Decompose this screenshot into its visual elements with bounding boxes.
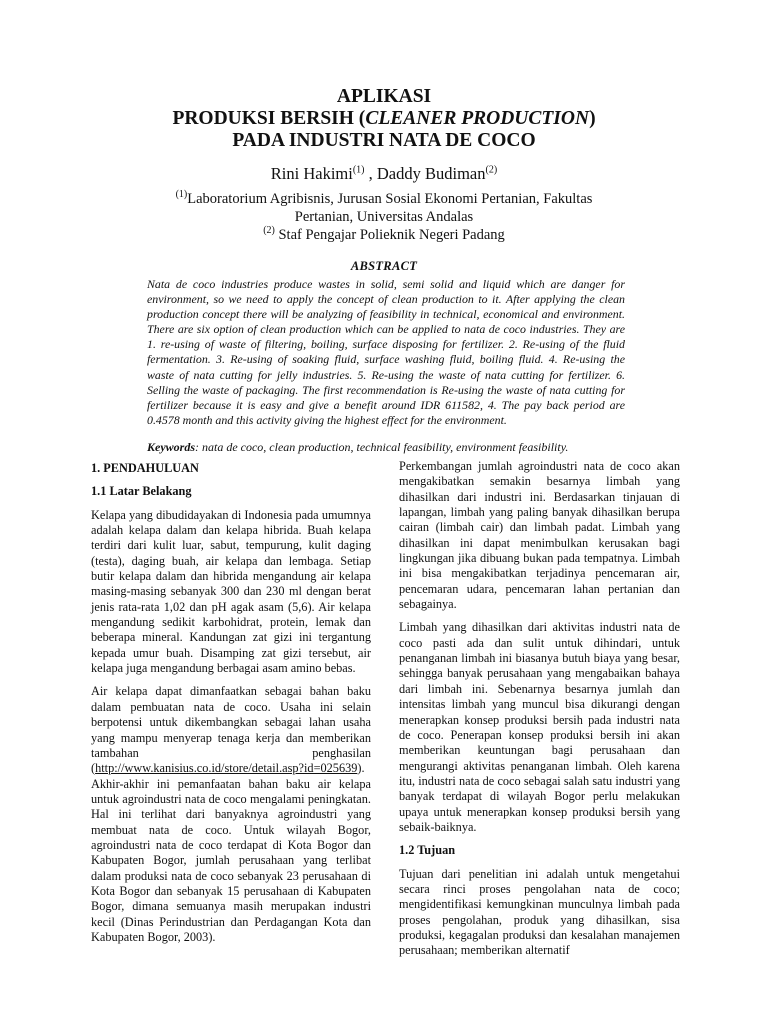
affiliation-1: $^{(1)}$Laboratorium Agribisnis, Jurusan Sosial Ekonomi Pertanian, Fakultas (175, 189, 593, 207)
title-block (0, 86, 768, 244)
paragraph: Tujuan dari penelitian ini adalah untuk mengetahui secara rinci proses pengolahan nata de coco; mengidentifikasi kemungkinan munculnya limbah pada proses pengolahan, produk yang dihasilkan, sisa produksi, kegagalan produksi dan kesalahan manajemen perusahaan; memberikan alternatif (399, 866, 680, 958)
paragraph: Perkembangan jumlah agroindustri nata de coco akan mengakibatkan semakin besarnya limbah yang dihasilkan dari industri ini. Berdasarkan tinjauan di lapangan, limbah yang paling banyak dihasilkan berupa cairan (limbah cair) dan limbah padat. Limbah yang dihasilkan ini dapat menimbulkan kerusakan bagi lingkungan jika dibuang bukan pada tempatnya. Limbah ini bisa mengakibatkan terjadinya pencemaran air, pencemaran udara, pencemaran lahan pertanian dan sebagainya. (399, 459, 680, 612)
title-line-1: APLIKASI (336, 86, 432, 107)
author-separator: , (364, 164, 377, 183)
subsection-heading-latar-belakang: 1.1 Latar Belakang (91, 484, 192, 499)
right-column (399, 459, 680, 967)
subsection-heading-tujuan: 1.2 Tujuan (399, 843, 456, 858)
section-heading-pendahuluan: 1. PENDAHULUAN (91, 461, 199, 475)
affiliation-1-cont: Pertanian, Universitas Andalas (294, 209, 474, 225)
abstract-body: Nata de coco industries produce wastes in solid, semi solid and liquid which are danger for environment, so we need to apply the concept of clean production to it. After applying the clean production concept there will be analyzing of feasibility in technical, economical and environment. There are six option of clean production which can be applied to nata de coco industries. They are 1. re-using of waste of filtering, boiling, surface disposing for fertilizer. 2. Re-using of the fluid fermentation. 3. Re-using of soaking fluid, surface washing fluid, boiling fluid. 4. Re-using the waste of nata cutting for jelly industries. 5. Re-using the waste of nata cutting for fertilizer. 6. Selling the waste of packaging. The first recommendation is Re-using the waste of nata cutting for fertilizer because it is easy and give a benefit around IDR 611582, 4. The pay back period are 0.4578 month and this activity giving the highest effect for the environment. (147, 277, 625, 427)
paragraph: Air kelapa dapat dimanfaatkan sebagai bahan baku dalam pembuatan nata de coco. Usaha ini selain berpotensi untuk dikembangkan sebagai lahan usaha yang mampu menyerap tenaga kerja dan memberikan tambahan penghasilan (http://www.kanisius.co.id/store/detail.asp?id=025639). Akhir-akhir ini pemanfaatan bahan baku air kelapa untuk agroindustri nata de coco mengalami peningkatan. Hal ini terlihat dari banyaknya agroindustri yang membuat nata de coco. Untuk wilayah Bogor, agroindustri nata de coco terdapat di Kota Bogor dan Kabupaten Bogor, jumlah perusahaan yang terlibat dalam produksi nata de coco sebanyak 23 perusahaan di Kota Bogor dan sebanyak 15 perusahaan di Kabupaten Bogor, dimana semuanya masih merupakan industri kecil (Dinas Perindustrian dan Perdagangan Kota dan Kabupaten Bogor, 2003). (91, 684, 371, 944)
author-2: Daddy Budiman (376, 164, 486, 183)
author-1-affiliation-mark: (1) (352, 164, 365, 176)
paragraph: Kelapa yang dibudidayakan di Indonesia pada umumnya adalah kelapa dalam dan kelapa hibrida. Buah kelapa terdiri dari kulit luar, sabut, tempurung, kulit daging (testa), daging buah, air kelapa dan lembaga. Setiap butir kelapa dalam dan hibrida mengandung air kelapa masing-masing sebanyak 300 dan 230 ml dengan berat jenis rata-rata 1,02 dan pH agak asam (5,6). Air kelapa mengandung sedikit karbohidrat, protein, lemak dan beberapa mineral. Kandungan zat gizi ini tergantung kepada umur buah. Disamping zat gizi tersebut, air kelapa juga mengandung berbagai asam amino bebas. (91, 507, 371, 676)
author-2-affiliation-mark: (2) (485, 164, 498, 176)
affiliations (0, 190, 768, 244)
keywords (147, 439, 625, 455)
author-list (0, 164, 768, 184)
author-1: Rini Hakimi (270, 164, 353, 183)
keywords-label: Keywords (147, 440, 195, 454)
abstract-heading: ABSTRACT (350, 259, 418, 273)
affiliation-2: $^{(2)}$ Staf Pengajar Polieknik Negeri Padang (263, 225, 505, 243)
citation-link[interactable]: http://www.kanisius.co.id/store/detail.asp?id=025639 (95, 761, 358, 776)
title-line-2: PRODUKSI BERSIH (CLEANER PRODUCTION) (172, 108, 596, 129)
left-column (91, 459, 371, 953)
paragraph: Limbah yang dihasilkan dari aktivitas industri nata de coco pasti ada dan sulit untuk dihindari, untuk penanganan limbah ini biasanya butuh biaya yang besar, sehingga banyak perusahaan yang mengabaikan bahaya dari limbah ini. Sebenarnya besarnya jumlah dan intensitas limbah yang muncul bisa dikurangi dengan menerapkan konsep produksi bersih pada industri nata de coco. Penerapan konsep produksi bersih ini akan memberikan keuntungan bagi perusahaan dan mengurangi aktivitas penanganan limbah. Oleh karena itu, industri nata de coco sebagai salah satu industri yang banyak terdapat di wilayah Bogor perlu melakukan upaya untuk menerapkan konsep produksi bersih yang sebaik-baiknya. (399, 620, 680, 834)
title-line-3: PADA INDUSTRI NATA DE COCO (232, 130, 536, 151)
keywords-value: : nata de coco, clean production, technical feasibility, environment feasibility. (195, 440, 569, 454)
